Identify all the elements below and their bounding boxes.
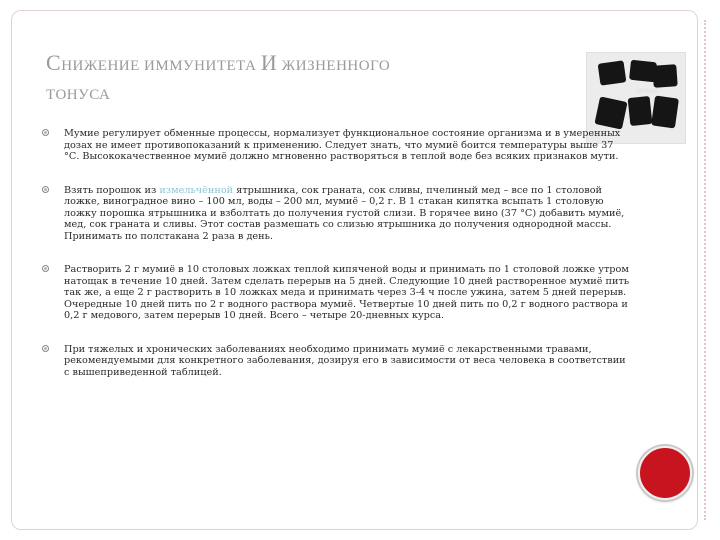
bullet-list [40,128,630,378]
highlighted-link[interactable]: измельчённой [159,184,234,196]
list-item-text: Мумие регулирует обменные процессы, нормализует функциональное состояние организма и в умеренных дозах не имеет противопоказаний к применению. Следует знать, что мумиё боится температуры выше 37 °С. Высококачественное мумиё должно мгновенно растворяться в теплой воде без всяких признаков мути. [64,128,621,162]
list-item [40,185,630,243]
title-part1: НИЖЕНИЕ ИММУНИТЕТА [61,58,257,74]
photo-label: МУМИЁ [637,89,660,95]
list-item-text-pre: Взять порошок из [64,184,160,196]
slide-title [46,42,606,105]
title-part2: ЖИЗНЕННОГО [281,58,391,74]
slide-frame-decoration [690,20,706,520]
bullet-icon [42,345,49,352]
red-circle-button[interactable] [638,446,692,500]
list-item [40,264,630,322]
bullet-icon [42,186,49,193]
title-and-letter: И [260,50,278,75]
title-first-letter: С [46,50,62,75]
bullet-icon [42,265,49,272]
list-item-text-post: ятрышника, сок граната, сок сливы, пчелиный мед – все по 1 столовой ложке, виноградное вино – 100 мл, воды – 200 мл, мумиё – 0,2 г. В 1 стакан кипятка всыпать 1 столовую ложку порошка ятрышника и взболтать до получения густой слизи. В горячее вино (37 °С) добавить мумиё, мед, сок граната и сливы. Этот состав размешать со слизью ятрышника до получения однородной массы. Принимать по полстакана 2 раза в день. [64,184,625,242]
bullet-icon [42,129,49,136]
list-item [40,128,630,163]
list-item [40,344,630,379]
list-item-text: Растворить 2 г мумиё в 10 столовых ложках теплой кипяченой воды и принимать по 1 столовой ложке утром натощак в течение 10 дней. Затем сделать перерыв на 5 дней. Следующие 10 дней растворенное мумиё пить так же, а еще 2 г растворить в 10 ложках меда и принимать через 3-4 ч после ужина, затем 5 дней перерыв. Очередные 10 дней пить по 2 г водного раствора мумиё. Четвертые 10 дней пить по 0,2 г водного раствора и 0,2 г медового, затем перерыв 10 дней. Всего – четыре 20-дневных курса. [64,264,630,321]
title-line2: ТОНУСА [46,87,111,103]
list-item-text: При тяжелых и хронических заболеваниях необходимо принимать мумиё с лекарственными травами, рекомендуемыми для конкретного заболевания, дозируя его в зависимости от веса человека в соответствии с вышеприведенной таблицей. [64,343,626,378]
